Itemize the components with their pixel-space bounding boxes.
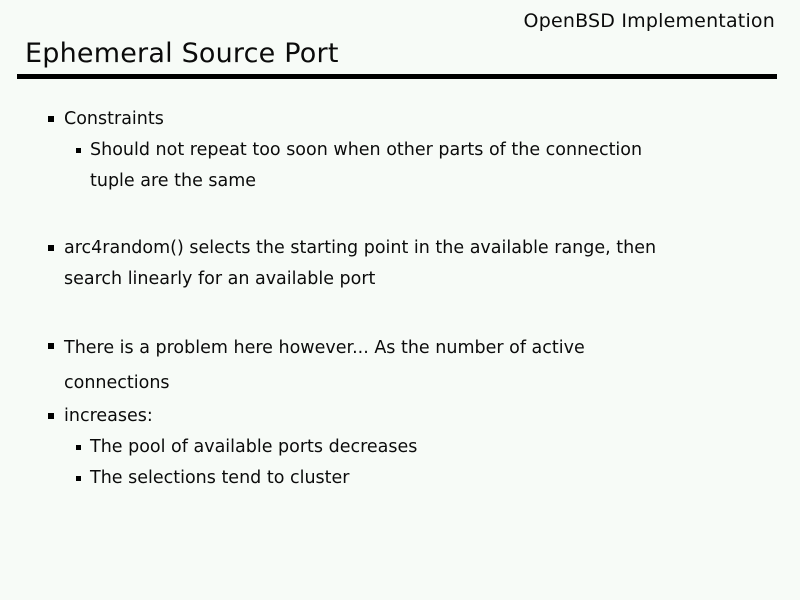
text-line: search linearly for an available port <box>64 269 376 289</box>
bullet-square-icon <box>48 245 54 251</box>
bullet-square-icon <box>48 413 54 419</box>
title-rule-divider <box>17 74 777 79</box>
list-item-text <box>64 401 153 432</box>
list-item <box>0 331 800 401</box>
list-item <box>0 135 800 197</box>
list-item <box>0 432 800 463</box>
text-line: increases: <box>64 406 153 426</box>
page-title: Ephemeral Source Port <box>25 38 339 69</box>
bullet-square-icon <box>76 148 81 153</box>
list-item <box>0 463 800 494</box>
text-line: arc4random() selects the starting point in the available range, then <box>64 238 657 258</box>
list-item-text <box>64 104 164 135</box>
text-line: The pool of available ports decreases <box>90 437 418 457</box>
list-item-text <box>64 331 585 401</box>
text-line: tuple are the same <box>90 171 257 191</box>
list-item <box>0 104 800 135</box>
slide-content <box>0 104 800 494</box>
bullet-square-icon <box>48 116 54 122</box>
list-item-text <box>90 135 642 197</box>
slide-header-label: OpenBSD Implementation <box>523 10 775 32</box>
bullet-square-icon <box>76 445 81 450</box>
text-line: Should not repeat too soon when other parts of the connection <box>90 140 643 160</box>
text-line: connections <box>64 373 170 393</box>
list-item <box>0 401 800 432</box>
list-item-text <box>90 432 417 463</box>
bullet-square-icon <box>76 476 81 481</box>
list-item-text <box>90 463 349 494</box>
bullet-square-icon <box>48 343 54 349</box>
text-line: The selections tend to cluster <box>90 468 350 488</box>
list-item-text <box>64 233 656 295</box>
text-line: There is a problem here however... As the number of active <box>64 338 585 358</box>
text-line: Constraints <box>64 109 164 129</box>
list-item <box>0 233 800 295</box>
